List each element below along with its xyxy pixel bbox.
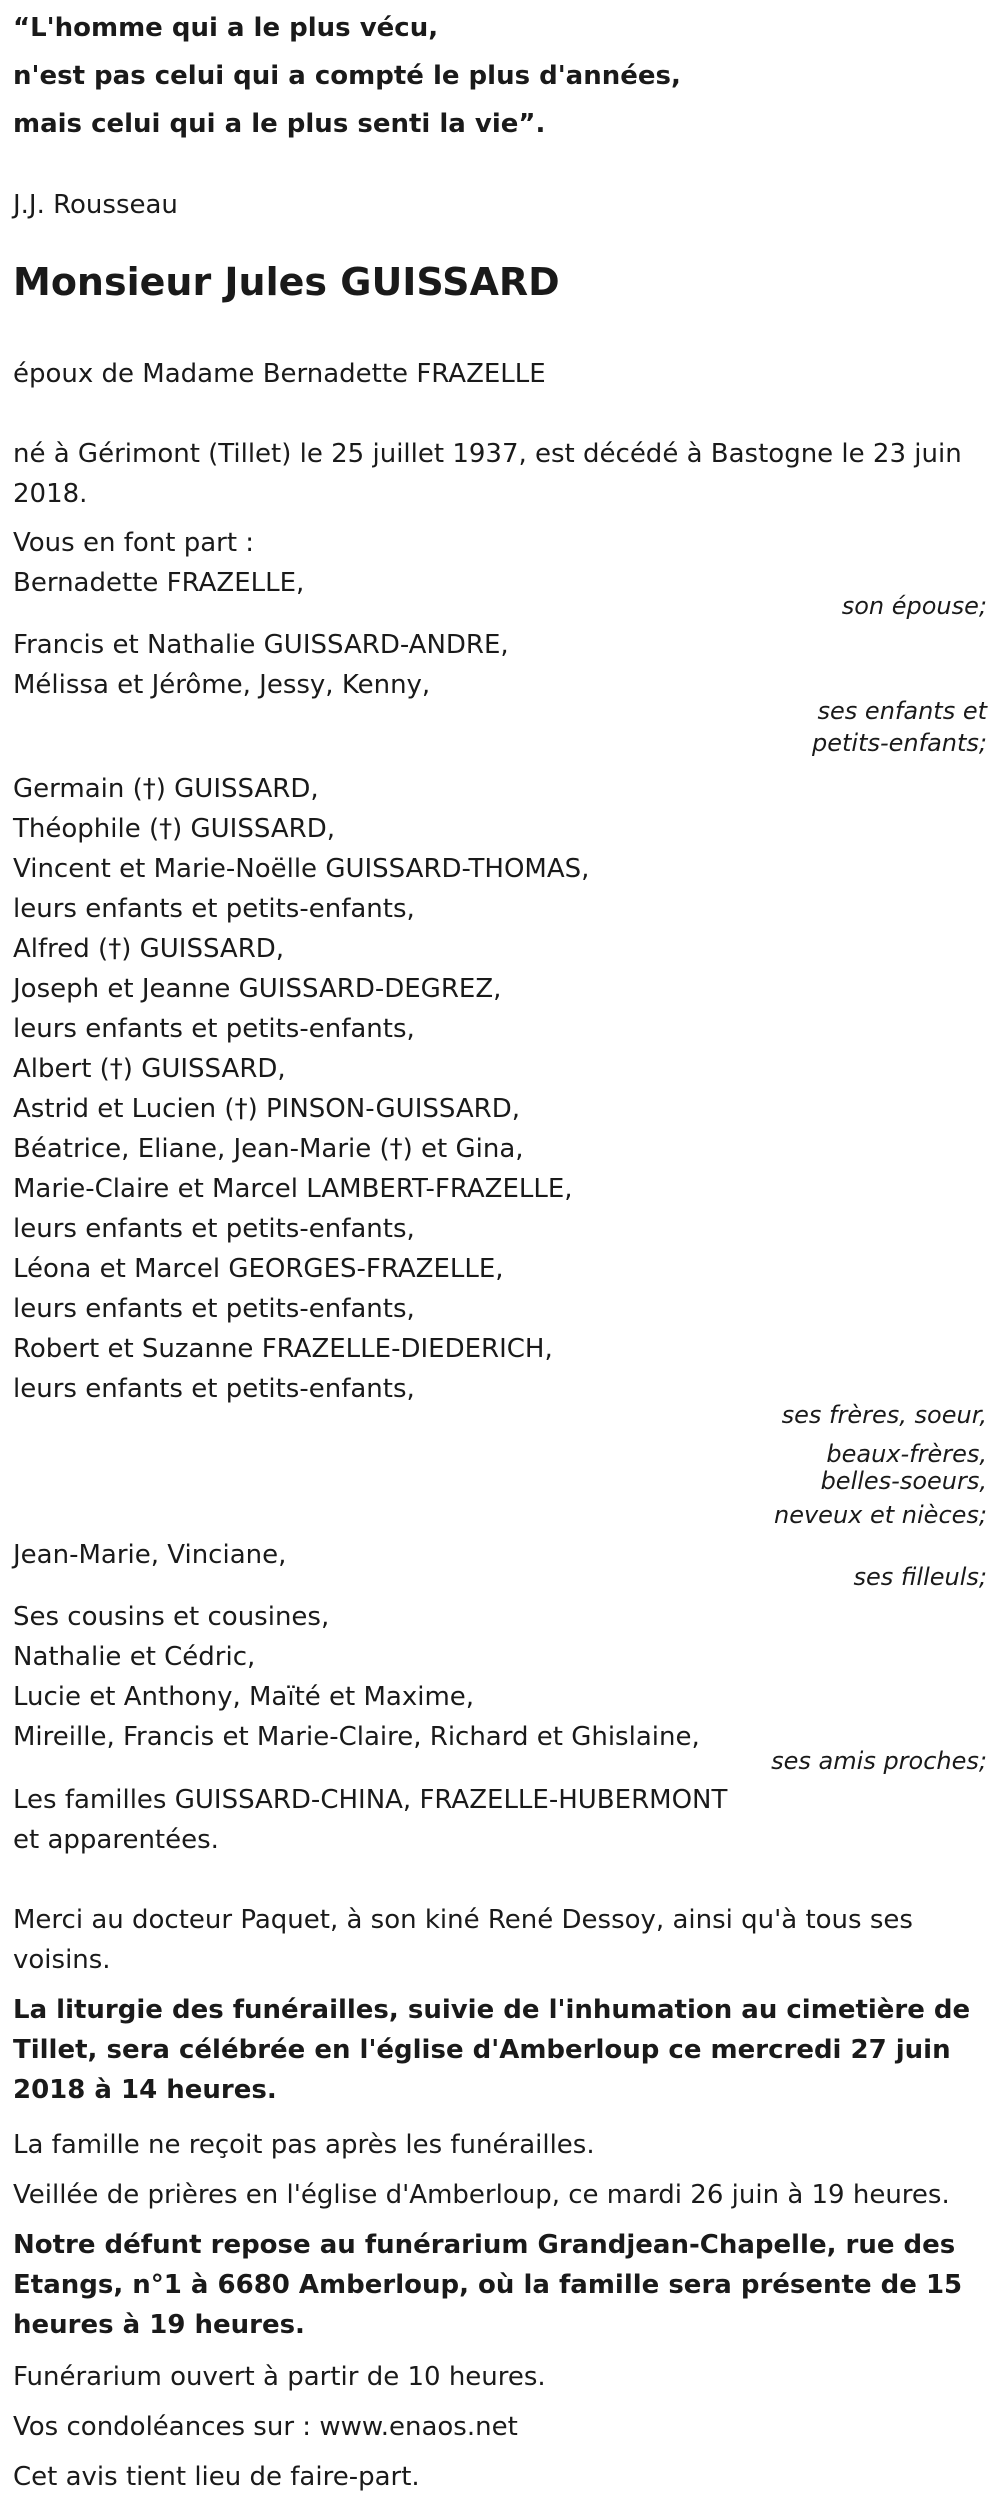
quote-author: J.J. Rousseau [13,190,178,220]
list-item: Astrid et Lucien (†) PINSON-GUISSARD, [13,1094,520,1124]
intro-line: Vous en font part : [13,528,255,558]
quote-line: mais celui qui a le plus senti la vie”. [13,109,546,139]
condolences-line: Vos condoléances sur : www.enaos.net [13,2412,518,2442]
list-item: Albert (†) GUISSARD, [13,1054,286,1084]
list-item: leurs enfants et petits-enfants, [13,894,415,924]
list-item: Jean-Marie, Vinciane, [13,1540,287,1570]
godchildren-relation-label: ses filleuls; [853,1563,987,1591]
siblings-group [13,769,987,1409]
list-item: leurs enfants et petits-enfants, [13,1014,415,1044]
list-item: Mireille, Francis et Marie-Claire, Richard et Ghislaine, [13,1722,700,1752]
list-item: Ses cousins et cousines, [13,1602,330,1632]
friends-group [13,1597,987,1757]
notice-line: Cet avis tient lieu de faire-part. [13,2462,420,2492]
funerarium-open-line: Funérarium ouvert à partir de 10 heures. [13,2362,546,2392]
relation-label-line: petits-enfants; [812,729,987,757]
families-group [13,1780,987,1860]
list-item: Léona et Marcel GEORGES-FRAZELLE, [13,1254,504,1284]
list-item: Germain (†) GUISSARD, [13,774,319,804]
list-item: Béatrice, Eliane, Jean-Marie (†) et Gina, [13,1134,524,1164]
liturgy-paragraph: La liturgie des funérailles, suivie de l'inhumation au cimetière de Tillet, sera célébrée en l'église d'Amberloup ce mercredi 27 juin 2018 à 14 heures. [13,1995,971,2105]
list-item: Les familles GUISSARD-CHINA, FRAZELLE-HUBERMONT [13,1785,728,1815]
thanks-paragraph: Merci au docteur Paquet, à son kiné René Dessoy, ainsi qu'à tous ses voisins. [13,1905,913,1975]
quote-block [13,4,681,148]
page-title: Monsieur Jules GUISSARD [13,260,560,304]
friends-relation-label: ses amis proches; [771,1747,987,1775]
children-group [13,625,987,705]
relation-label-line: neveux et nièces; [774,1501,987,1529]
relation-label-line: beaux-frères, [826,1440,987,1468]
list-item: Lucie et Anthony, Maïté et Maxime, [13,1682,475,1712]
list-item: Francis et Nathalie GUISSARD-ANDRE, [13,630,509,660]
siblings-relation-label [774,1397,987,1533]
relation-label-line: ses enfants et [817,697,987,725]
repose-paragraph: Notre défunt repose au funérarium Grandjean-Chapelle, rue des Etangs, n°1 à 6680 Amberloup, où la famille sera présente de 15 heures à 19 heures. [13,2230,963,2340]
godchildren-group [13,1535,987,1575]
list-item: Mélissa et Jérôme, Jessy, Kenny, [13,670,431,700]
list-item: Vincent et Marie-Noëlle GUISSARD-THOMAS, [13,854,590,884]
list-item: Marie-Claire et Marcel LAMBERT-FRAZELLE, [13,1174,573,1204]
wife-relation-label: son épouse; [841,592,987,620]
children-relation-label [812,695,987,759]
list-item: Joseph et Jeanne GUISSARD-DEGREZ, [13,974,502,1004]
list-item: leurs enfants et petits-enfants, [13,1294,415,1324]
list-item: leurs enfants et petits-enfants, [13,1214,415,1244]
list-item: et apparentées. [13,1825,219,1855]
birth-death-line: né à Gérimont (Tillet) le 25 juillet 1937, est décédé à Bastogne le 23 juin 2018. [13,439,962,509]
spouse-line: époux de Madame Bernadette FRAZELLE [13,359,546,389]
list-item: Alfred (†) GUISSARD, [13,934,285,964]
relation-label-line: belles-soeurs, [820,1467,987,1495]
list-item: Robert et Suzanne FRAZELLE-DIEDERICH, [13,1334,553,1364]
relation-label-line: ses frères, soeur, [781,1401,987,1429]
quote-line: n'est pas celui qui a compté le plus d'années, [13,61,681,91]
quote-line: “L'homme qui a le plus vécu, [13,13,439,43]
no-reception-line: La famille ne reçoit pas après les funérailles. [13,2130,595,2160]
vigil-line: Veillée de prières en l'église d'Amberloup, ce mardi 26 juin à 19 heures. [13,2180,950,2210]
list-item: Nathalie et Cédric, [13,1642,256,1672]
list-item: leurs enfants et petits-enfants, [13,1374,415,1404]
list-item: Bernadette FRAZELLE, [13,568,305,598]
list-item: Théophile (†) GUISSARD, [13,814,335,844]
